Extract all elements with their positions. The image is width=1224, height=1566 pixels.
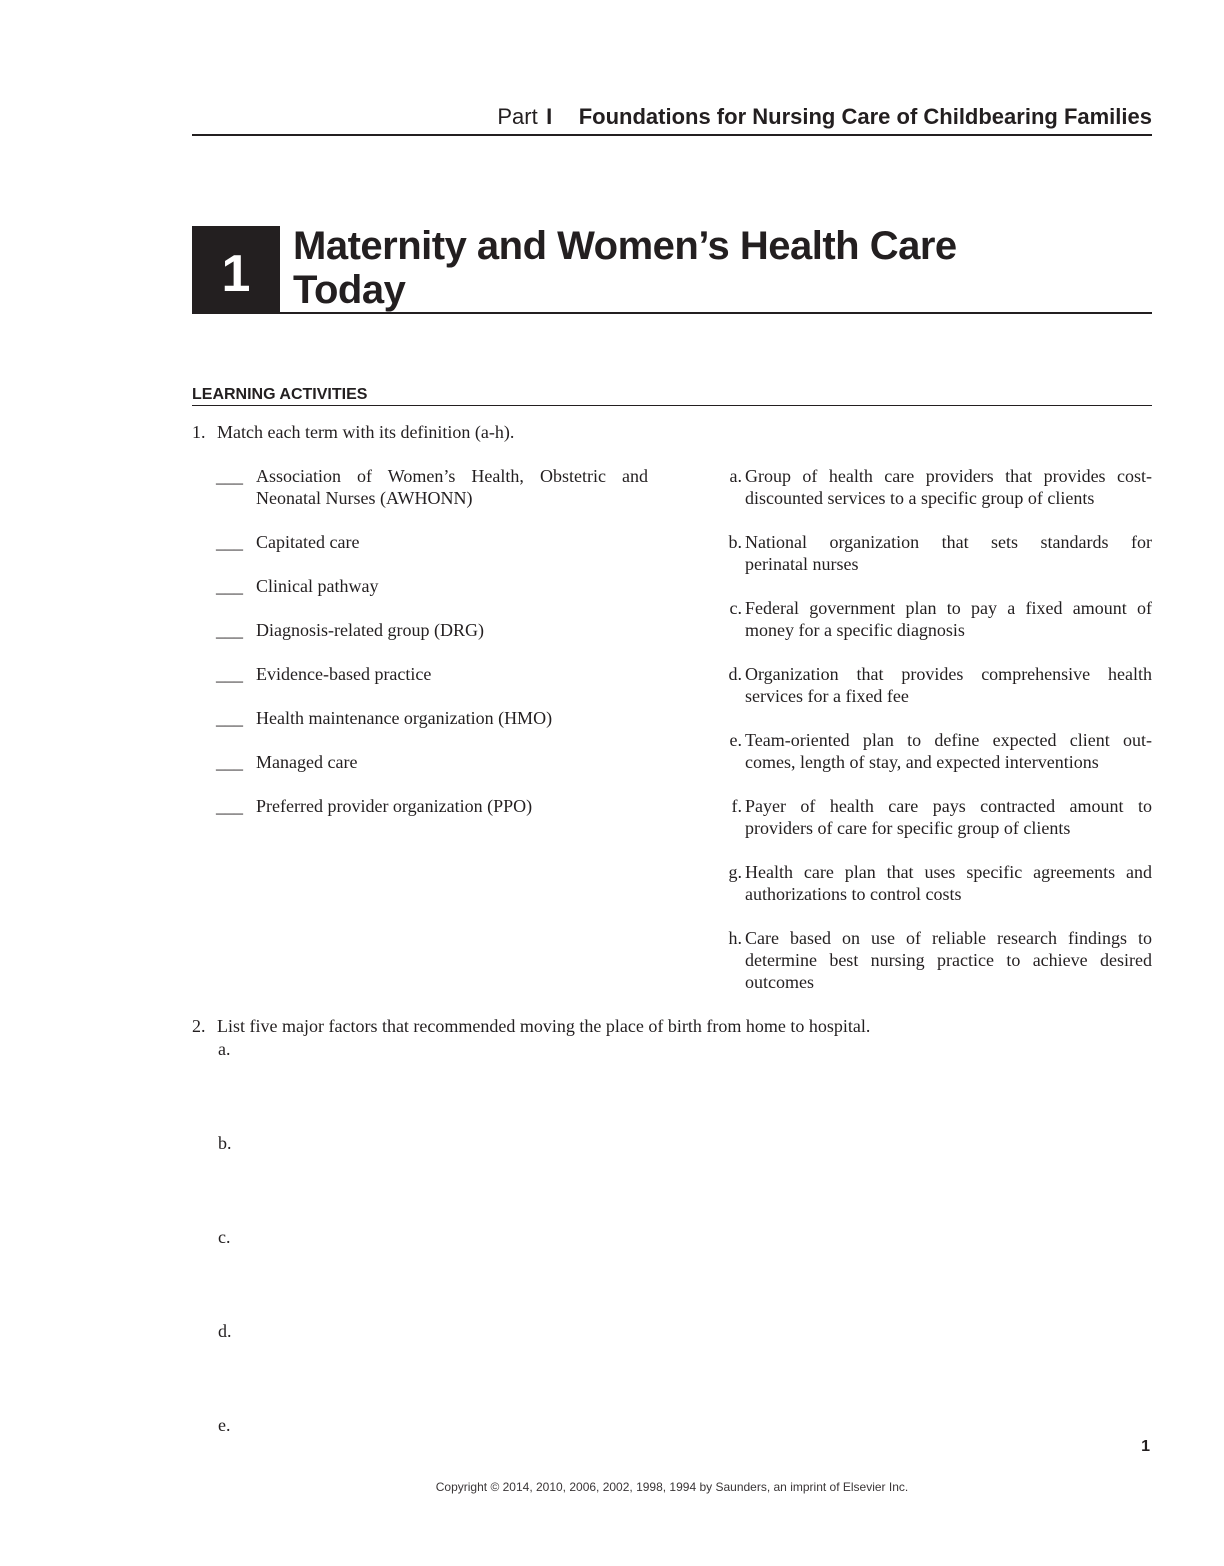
chapter-title: [293, 224, 1073, 312]
term-text: Capitated care: [256, 532, 360, 552]
definition-text: [745, 861, 1152, 905]
definition-line: perinatal nurses: [745, 554, 859, 574]
term-text: Health maintenance organization (HMO): [256, 708, 553, 728]
definition-text: [745, 729, 1152, 773]
term-text-line: Association of Women’s Health, Obstetric and: [256, 466, 648, 486]
definition-text: [745, 795, 1152, 839]
definition-line: National organization that sets standards for: [745, 532, 1152, 552]
term-text: Preferred provider organization (PPO): [256, 796, 533, 816]
definition-line: providers of care for specific group of clients: [745, 818, 1071, 838]
definition-text: [745, 663, 1152, 707]
term-text: Managed care: [256, 752, 358, 772]
term-text: [256, 465, 648, 509]
answer-blank[interactable]: ___: [216, 708, 243, 728]
part-title: Foundations for Nursing Care of Childbearing Families: [578, 104, 1152, 129]
chapter-title-line-2: Today: [293, 268, 406, 312]
definition-line: outcomes: [745, 972, 814, 992]
term-text: Diagnosis-related group (DRG): [256, 620, 484, 640]
definition-line: authorizations to control costs: [745, 884, 962, 904]
term-text: Evidence-based practice: [256, 664, 432, 684]
answer-item-letter: c.: [218, 1227, 231, 1247]
definition-line: Organization that provides comprehensive health: [745, 664, 1152, 684]
definition-line: Federal government plan to pay a fixed amount of: [745, 598, 1152, 618]
page-number: 1: [1141, 1438, 1150, 1455]
section-heading: LEARNING ACTIVITIES: [192, 385, 1152, 406]
definition-letter: b.: [728, 532, 742, 552]
question-1-number: 1.: [192, 422, 206, 442]
definition-letter: h.: [728, 928, 742, 948]
answer-blank[interactable]: ___: [216, 466, 243, 486]
answer-blank[interactable]: ___: [216, 796, 243, 816]
chapter-number-box: 1: [192, 226, 280, 314]
part-header: [192, 104, 1152, 136]
definition-text: [745, 531, 1152, 575]
definition-line: comes, length of stay, and expected interventions: [745, 752, 1099, 772]
definition-line: Health care plan that uses specific agreements and: [745, 862, 1152, 882]
part-numeral: I: [546, 104, 553, 129]
answer-blank[interactable]: ___: [216, 620, 243, 640]
answer-blank[interactable]: ___: [216, 664, 243, 684]
definition-letter: g.: [728, 862, 742, 882]
copyright-notice: Copyright © 2014, 2010, 2006, 2002, 1998, 1994 by Saunders, an imprint of Elsevier Inc.: [435, 1480, 909, 1494]
term-text-line: Neonatal Nurses (AWHONN): [256, 488, 473, 508]
question-2-prompt: List five major factors that recommended moving the place of birth from home to hospital.: [217, 1016, 871, 1036]
definition-letter: e.: [729, 730, 742, 750]
definition-line: Group of health care providers that provides cost-: [745, 466, 1152, 486]
question-1-prompt: Match each term with its definition (a-h).: [217, 422, 515, 442]
definition-line: Payer of health care pays contracted amount to: [745, 796, 1152, 816]
answer-blank[interactable]: ___: [216, 576, 243, 596]
definition-letter: d.: [728, 664, 742, 684]
answer-item-letter: e.: [218, 1415, 231, 1435]
definition-line: determine best nursing practice to achieve desired: [745, 950, 1152, 970]
part-label: Part: [497, 104, 538, 129]
answer-item-letter: a.: [218, 1039, 231, 1059]
definition-text: [745, 927, 1152, 993]
term-text: Clinical pathway: [256, 576, 379, 596]
definition-text: [745, 465, 1152, 509]
definition-letter: c.: [729, 598, 742, 618]
definition-line: services for a fixed fee: [745, 686, 909, 706]
definition-text: [745, 597, 1152, 641]
answer-blank[interactable]: ___: [216, 752, 243, 772]
definition-line: Care based on use of reliable research findings to: [745, 928, 1152, 948]
definition-line: money for a specific diagnosis: [745, 620, 965, 640]
answer-item-letter: b.: [218, 1133, 232, 1153]
answer-item-letter: d.: [218, 1321, 232, 1341]
definition-line: Team-oriented plan to define expected client out-: [745, 730, 1152, 750]
definition-line: discounted services to a specific group of clients: [745, 488, 1095, 508]
chapter-rule: [192, 312, 1152, 314]
question-2-number: 2.: [192, 1016, 206, 1036]
definition-letter: f.: [731, 796, 742, 816]
chapter-title-line-1: Maternity and Women’s Health Care: [293, 224, 957, 268]
answer-blank[interactable]: ___: [216, 532, 243, 552]
definition-letter: a.: [729, 466, 742, 486]
